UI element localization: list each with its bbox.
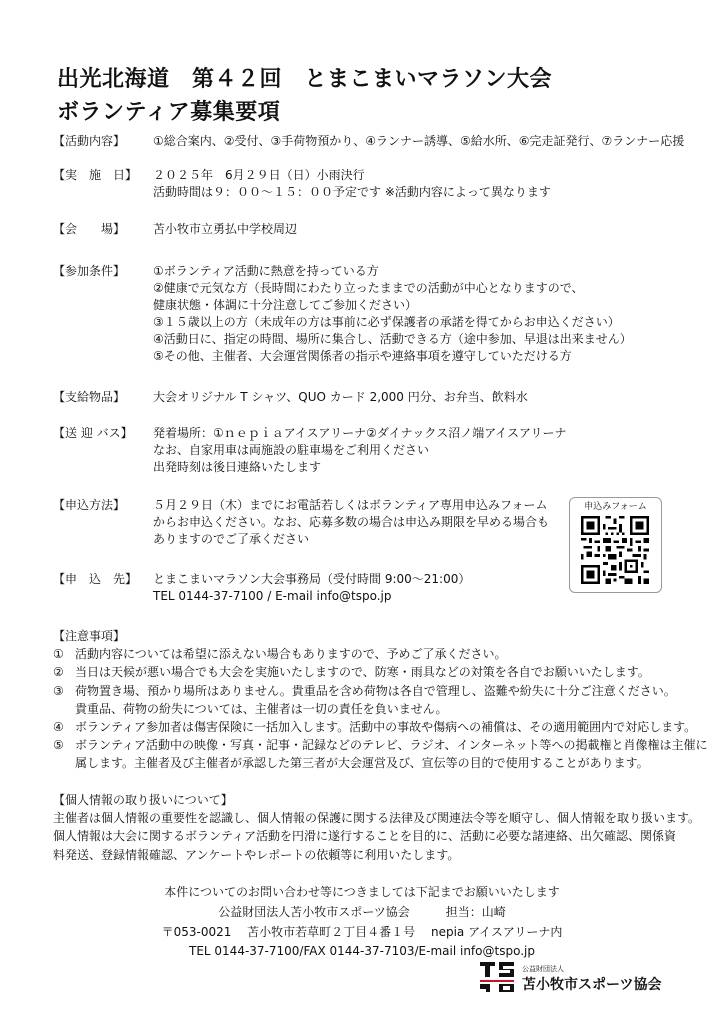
contact-line: 公益財団法人苫小牧市スポーツ協会 担当：山崎 xyxy=(218,904,506,919)
note-number: ⑤ xyxy=(53,738,64,753)
note-number: ④ xyxy=(53,720,64,735)
privacy-line: 主催者は個人情報の重要性を認識し、個人情報の保護に関する法律及び関連法令等を順守し、個人情報を取り扱います。 xyxy=(53,811,701,826)
note-line: ボランティア活動中の映像・写真・記事・記録などのテレビ、ラジオ、インターネット等への掲載権と肖像権は主催に xyxy=(75,738,708,753)
section-line: ５月２９日（木）までにお電話若しくはボランティア専用申込みフォーム xyxy=(153,498,548,512)
contact-line: TEL 0144-37-7100/FAX 0144-37-7103/E-mail info@tspo.jp xyxy=(189,944,535,959)
note-item xyxy=(53,682,703,718)
section-line: TEL 0144-37-7100 / E-mail info@tspo.jp xyxy=(153,589,392,603)
section-line: 大会オリジナル T シャツ、QUO カード 2,000 円分、お弁当、飲料水 xyxy=(153,390,528,404)
note-number: ① xyxy=(53,647,64,662)
note-line: 荷物置き場、預かり場所はありません。貴重品を含め荷物は各自で管理し、盗難や紛失に十分ご注意ください。 xyxy=(75,683,676,698)
section-line: ２０２５年 6月２９日（日）小雨決行 xyxy=(153,168,365,182)
organization-logo xyxy=(480,960,680,996)
note-number: ③ xyxy=(53,683,64,698)
note-line: 当日は天候が悪い場合でも大会を実施いたしますので、防寒・雨具などの対策を各自でお願いいたします。 xyxy=(75,665,650,680)
section-label: 【会 場】 xyxy=(53,222,126,236)
note-item xyxy=(53,663,703,681)
note-item xyxy=(53,645,703,663)
section-line: ①ボランティア活動に熱意を持っている方 xyxy=(153,264,379,278)
qr-caption: 申込みフォーム xyxy=(584,502,647,512)
contact-line: 〒053-0021 苫小牧市若草町２丁目４番１号 nepia アイスアリーナ内 xyxy=(161,924,563,939)
section-line: 出発時刻は後日連絡いたします xyxy=(153,460,322,474)
qr-code-box[interactable] xyxy=(569,497,662,593)
privacy-line: 個人情報は大会に関するボランティア活動を円滑に遂行することを目的に、活動に必要な諸連絡、出欠確認、関係資 xyxy=(53,829,677,844)
section-label: 【申込方法】 xyxy=(53,498,126,512)
section-line: ①総合案内、②受付、③手荷物預かり、④ランナー誘導、⑤給水所、⑥完走証発行、⑦ランナー応援 xyxy=(153,134,685,148)
note-item xyxy=(53,718,703,736)
note-line: 貴重品、荷物の紛失については、主催者は一切の責任を負いません。 xyxy=(75,701,448,716)
section-line: とまこまいマラソン大会事務局（受付時間 9:00～21:00） xyxy=(153,572,471,586)
section-line: ⑤その他、主催者、大会運営関係者の指示や連絡事項を遵守していただける方 xyxy=(153,349,572,363)
section-label: 【活動内容】 xyxy=(53,134,126,148)
note-number: ② xyxy=(53,665,64,680)
logo-small-text: 公益財団法人 xyxy=(522,965,564,973)
notes-section xyxy=(53,627,708,773)
section-line: ②健康で元気な方（長時間にわたり立ったままでの活動が中心となりますので、 xyxy=(153,281,584,295)
contact-section xyxy=(0,883,724,962)
section-label: 【申 込 先】 xyxy=(53,572,138,586)
qr-code-icon[interactable] xyxy=(581,516,649,584)
section-line: 活動時間は９：００～１５：００予定です ※活動内容によって異なります xyxy=(153,185,551,199)
notes-heading: 【注意事項】 xyxy=(53,629,126,643)
privacy-heading: 【個人情報の取り扱いについて】 xyxy=(53,793,233,807)
section-line: 健康状態・体調に十分注意してご参加ください） xyxy=(153,298,418,312)
section-line: ④活動日に、指定の時間、場所に集合し、活動できる方（途中参加、早退は出来ません） xyxy=(153,332,632,346)
document-subtitle: ボランティア募集要項 xyxy=(57,100,281,125)
section-line: 苫小牧市立勇払中学校周辺 xyxy=(153,222,298,236)
privacy-section xyxy=(53,791,703,864)
section-label: 【参加条件】 xyxy=(53,264,126,278)
note-line: ボランティア参加者は傷害保険に一括加入します。活動中の事故や傷病への補償は、その適用範囲内で対応します。 xyxy=(75,720,697,735)
note-line: 活動内容については希望に添えない場合もありますので、予めご了承ください。 xyxy=(75,647,507,662)
section-line: なお、自家用車は両施設の駐車場をご利用ください xyxy=(153,443,430,457)
note-line: 属します。主催者及び主催者が承認した第三者が大会運営及び、宣伝等の目的で使用することがあります。 xyxy=(75,756,649,771)
section-label: 【送 迎 バス】 xyxy=(53,426,133,440)
section-line: ありますのでご了承ください xyxy=(153,532,310,546)
tspo-logo-icon xyxy=(480,962,514,992)
section-label: 【支給物品】 xyxy=(53,390,126,404)
note-item xyxy=(53,736,708,772)
document-title: 出光北海道 第４２回 とまこまいマラソン大会 xyxy=(57,67,553,92)
logo-name-text: 苫小牧市スポーツ協会 xyxy=(522,977,662,993)
section-line: ③１５歳以上の方（未成年の方は事前に必ず保護者の承諾を得てからお申込ください） xyxy=(153,315,620,329)
section-line: 発着場所：①ｎｅｐｉａアイスアリーナ②ダイナックス沼ノ端アイスアリーナ xyxy=(153,426,567,440)
section-label: 【実 施 日】 xyxy=(53,168,138,182)
contact-line: 本件についてのお問い合わせ等につきましては下記までお願いいたします xyxy=(164,885,560,899)
section-line: からお申込ください。なお、応募多数の場合は申込み期限を早める場合も xyxy=(153,515,550,529)
privacy-line: 料発送、登録情報確認、アンケートやレポートの依頼等に利用いたします。 xyxy=(53,847,460,862)
